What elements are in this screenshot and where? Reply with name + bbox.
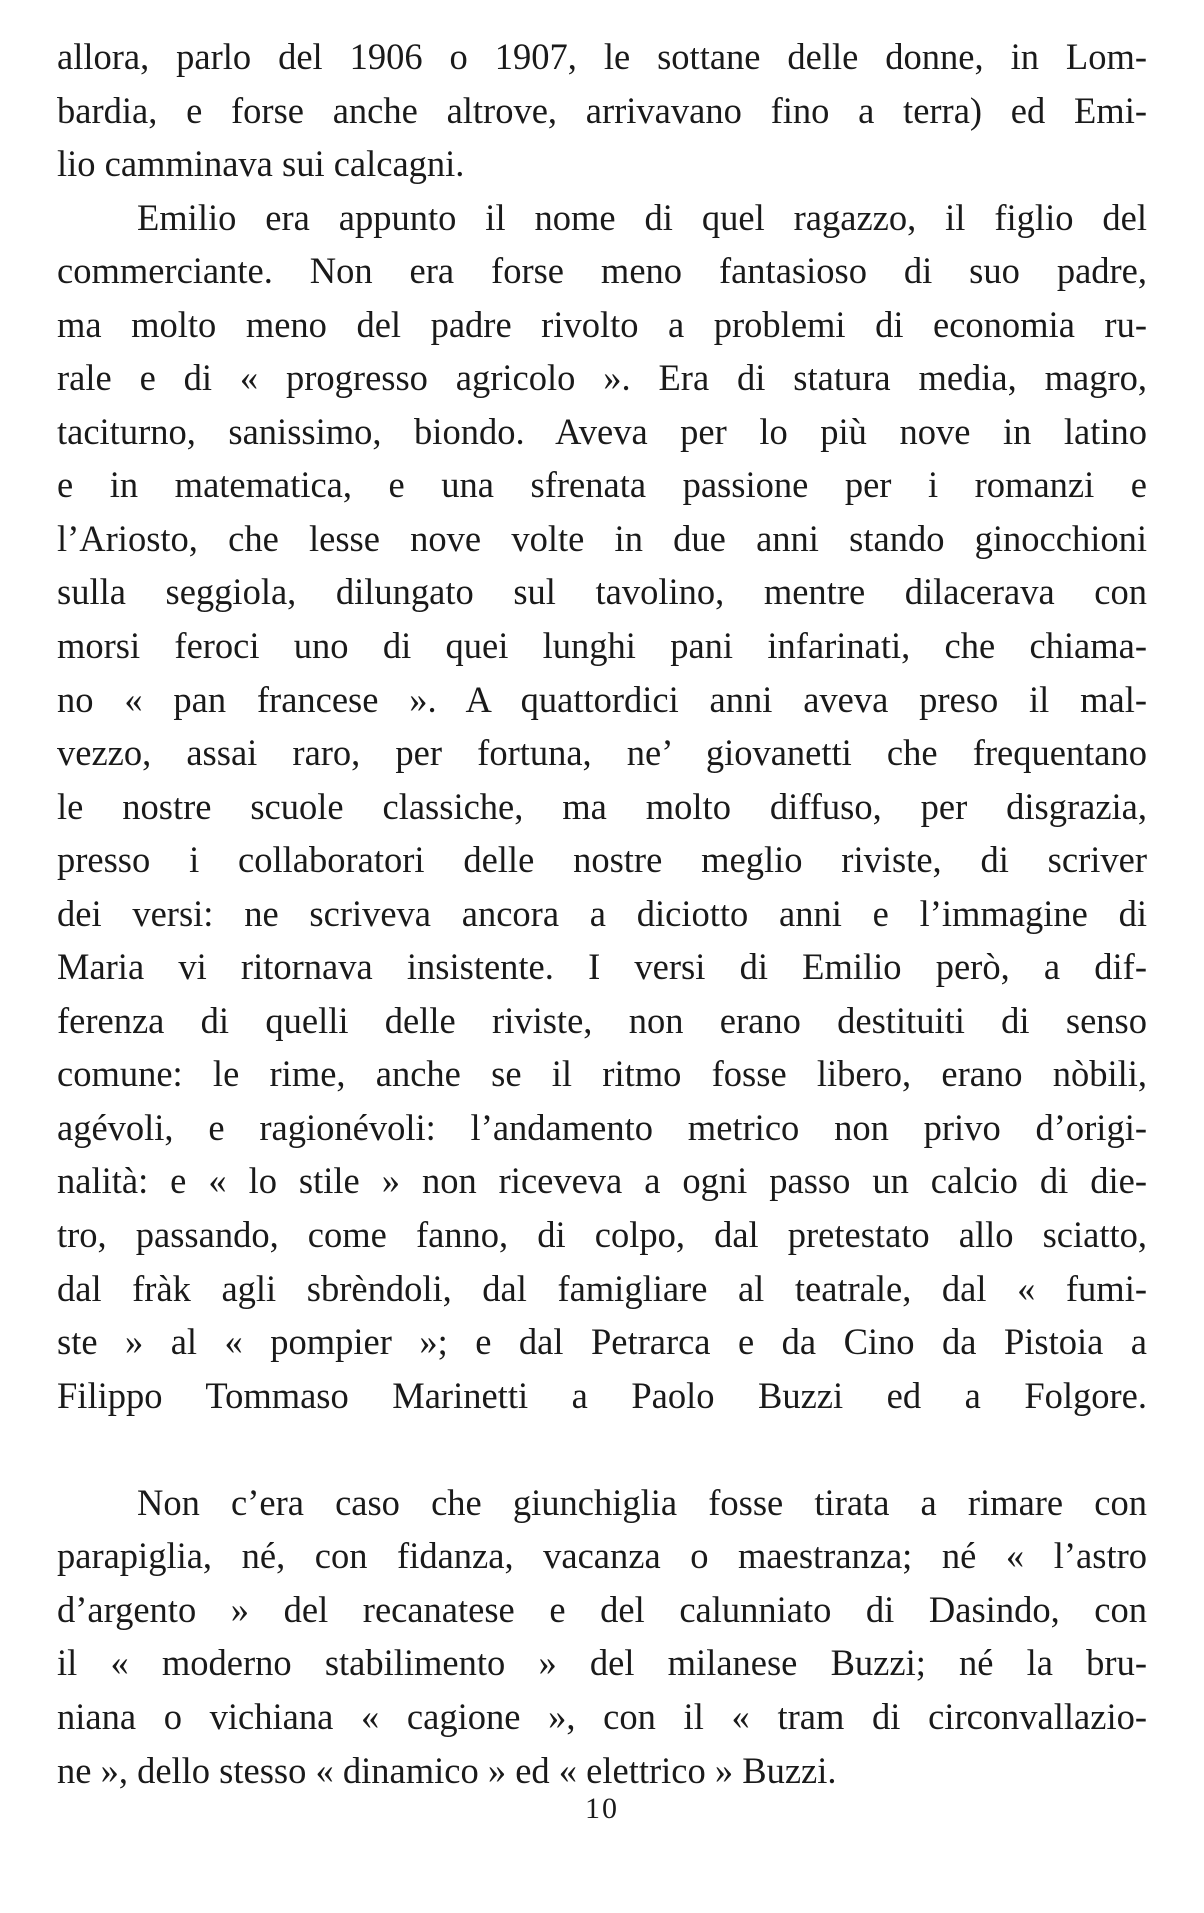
text-line: niana o vichiana « cagione », con il « tram di circonvallazio- (57, 1695, 1147, 1737)
text-line: le nostre scuole classiche, ma molto diffuso, per disgrazia, (57, 785, 1147, 827)
page-number: 10 (585, 1792, 619, 1825)
text-line: vezzo, assai raro, per fortuna, ne’ giovanetti che frequentano (57, 732, 1147, 774)
text-line: Emilio era appunto il nome di quel ragazzo, il figlio del (137, 196, 1147, 238)
text-line: comune: le rime, anche se il ritmo fosse libero, erano nòbili, (57, 1053, 1147, 1095)
text-line: d’argento » del recanatese e del calunniato di Dasindo, con (57, 1588, 1147, 1630)
text-line: Non c’era caso che giunchiglia fosse tirata a rimare con (137, 1481, 1147, 1523)
text-line: nalità: e « lo stile » non riceveva a ogni passo un calcio di die- (57, 1160, 1147, 1202)
text-line: tro, passando, come fanno, di colpo, dal pretestato allo sciatto, (57, 1214, 1147, 1256)
text-line: allora, parlo del 1906 o 1907, le sottane delle donne, in Lom- (57, 36, 1147, 77)
text-line (57, 1422, 1147, 1476)
text-line: presso i collaboratori delle nostre meglio riviste, di scriver (57, 839, 1147, 881)
text-line: e in matematica, e una sfrenata passione per i romanzi e (57, 464, 1147, 506)
text-line: Filippo Tommaso Marinetti a Paolo Buzzi ed a Folgore. (57, 1374, 1147, 1416)
text-line: rale e di « progresso agricolo ». Era di statura media, magro, (57, 357, 1147, 399)
text-line: ste » al « pompier »; e dal Petrarca e da Cino da Pistoia a (57, 1321, 1147, 1363)
text-line: ma molto meno del padre rivolto a problemi di economia ru- (57, 303, 1147, 345)
text-line: bardia, e forse anche altrove, arrivavano fino a terra) ed Emi- (57, 89, 1147, 131)
text-line: morsi feroci uno di quei lunghi pani infarinati, che chiama- (57, 625, 1147, 667)
text-line: l’Ariosto, che lesse nove volte in due anni stando ginocchioni (57, 517, 1147, 559)
text-line: lio camminava sui calcagni. (57, 143, 465, 185)
text-line: no « pan francese ». A quattordici anni aveva preso il mal- (57, 678, 1147, 720)
text-line: il « moderno stabilimento » del milanese Buzzi; né la bru- (57, 1642, 1147, 1684)
text-line: ferenza di quelli delle riviste, non erano destituiti di senso (57, 999, 1147, 1041)
text-line: sulla seggiola, dilungato sul tavolino, mentre dilacerava con (57, 571, 1147, 613)
text-line: commerciante. Non era forse meno fantasioso di suo padre, (57, 250, 1147, 292)
text-line: agévoli, e ragionévoli: l’andamento metrico non privo d’origi- (57, 1106, 1147, 1148)
text-line: dal fràk agli sbrèndoli, dal famigliare al teatrale, dal « fumi- (57, 1267, 1147, 1309)
text-line: parapiglia, né, con fidanza, vacanza o maestranza; né « l’astro (57, 1535, 1147, 1577)
text-line: taciturno, sanissimo, biondo. Aveva per lo più nove in latino (57, 410, 1147, 452)
body-text (57, 30, 1147, 1797)
text-line: Maria vi ritornava insistente. I versi di Emilio però, a dif- (57, 946, 1147, 988)
text-line: ne », dello stesso « dinamico » ed « elettrico » Buzzi. (57, 1749, 837, 1791)
text-line: dei versi: ne scriveva ancora a diciotto anni e l’immagine di (57, 892, 1147, 934)
